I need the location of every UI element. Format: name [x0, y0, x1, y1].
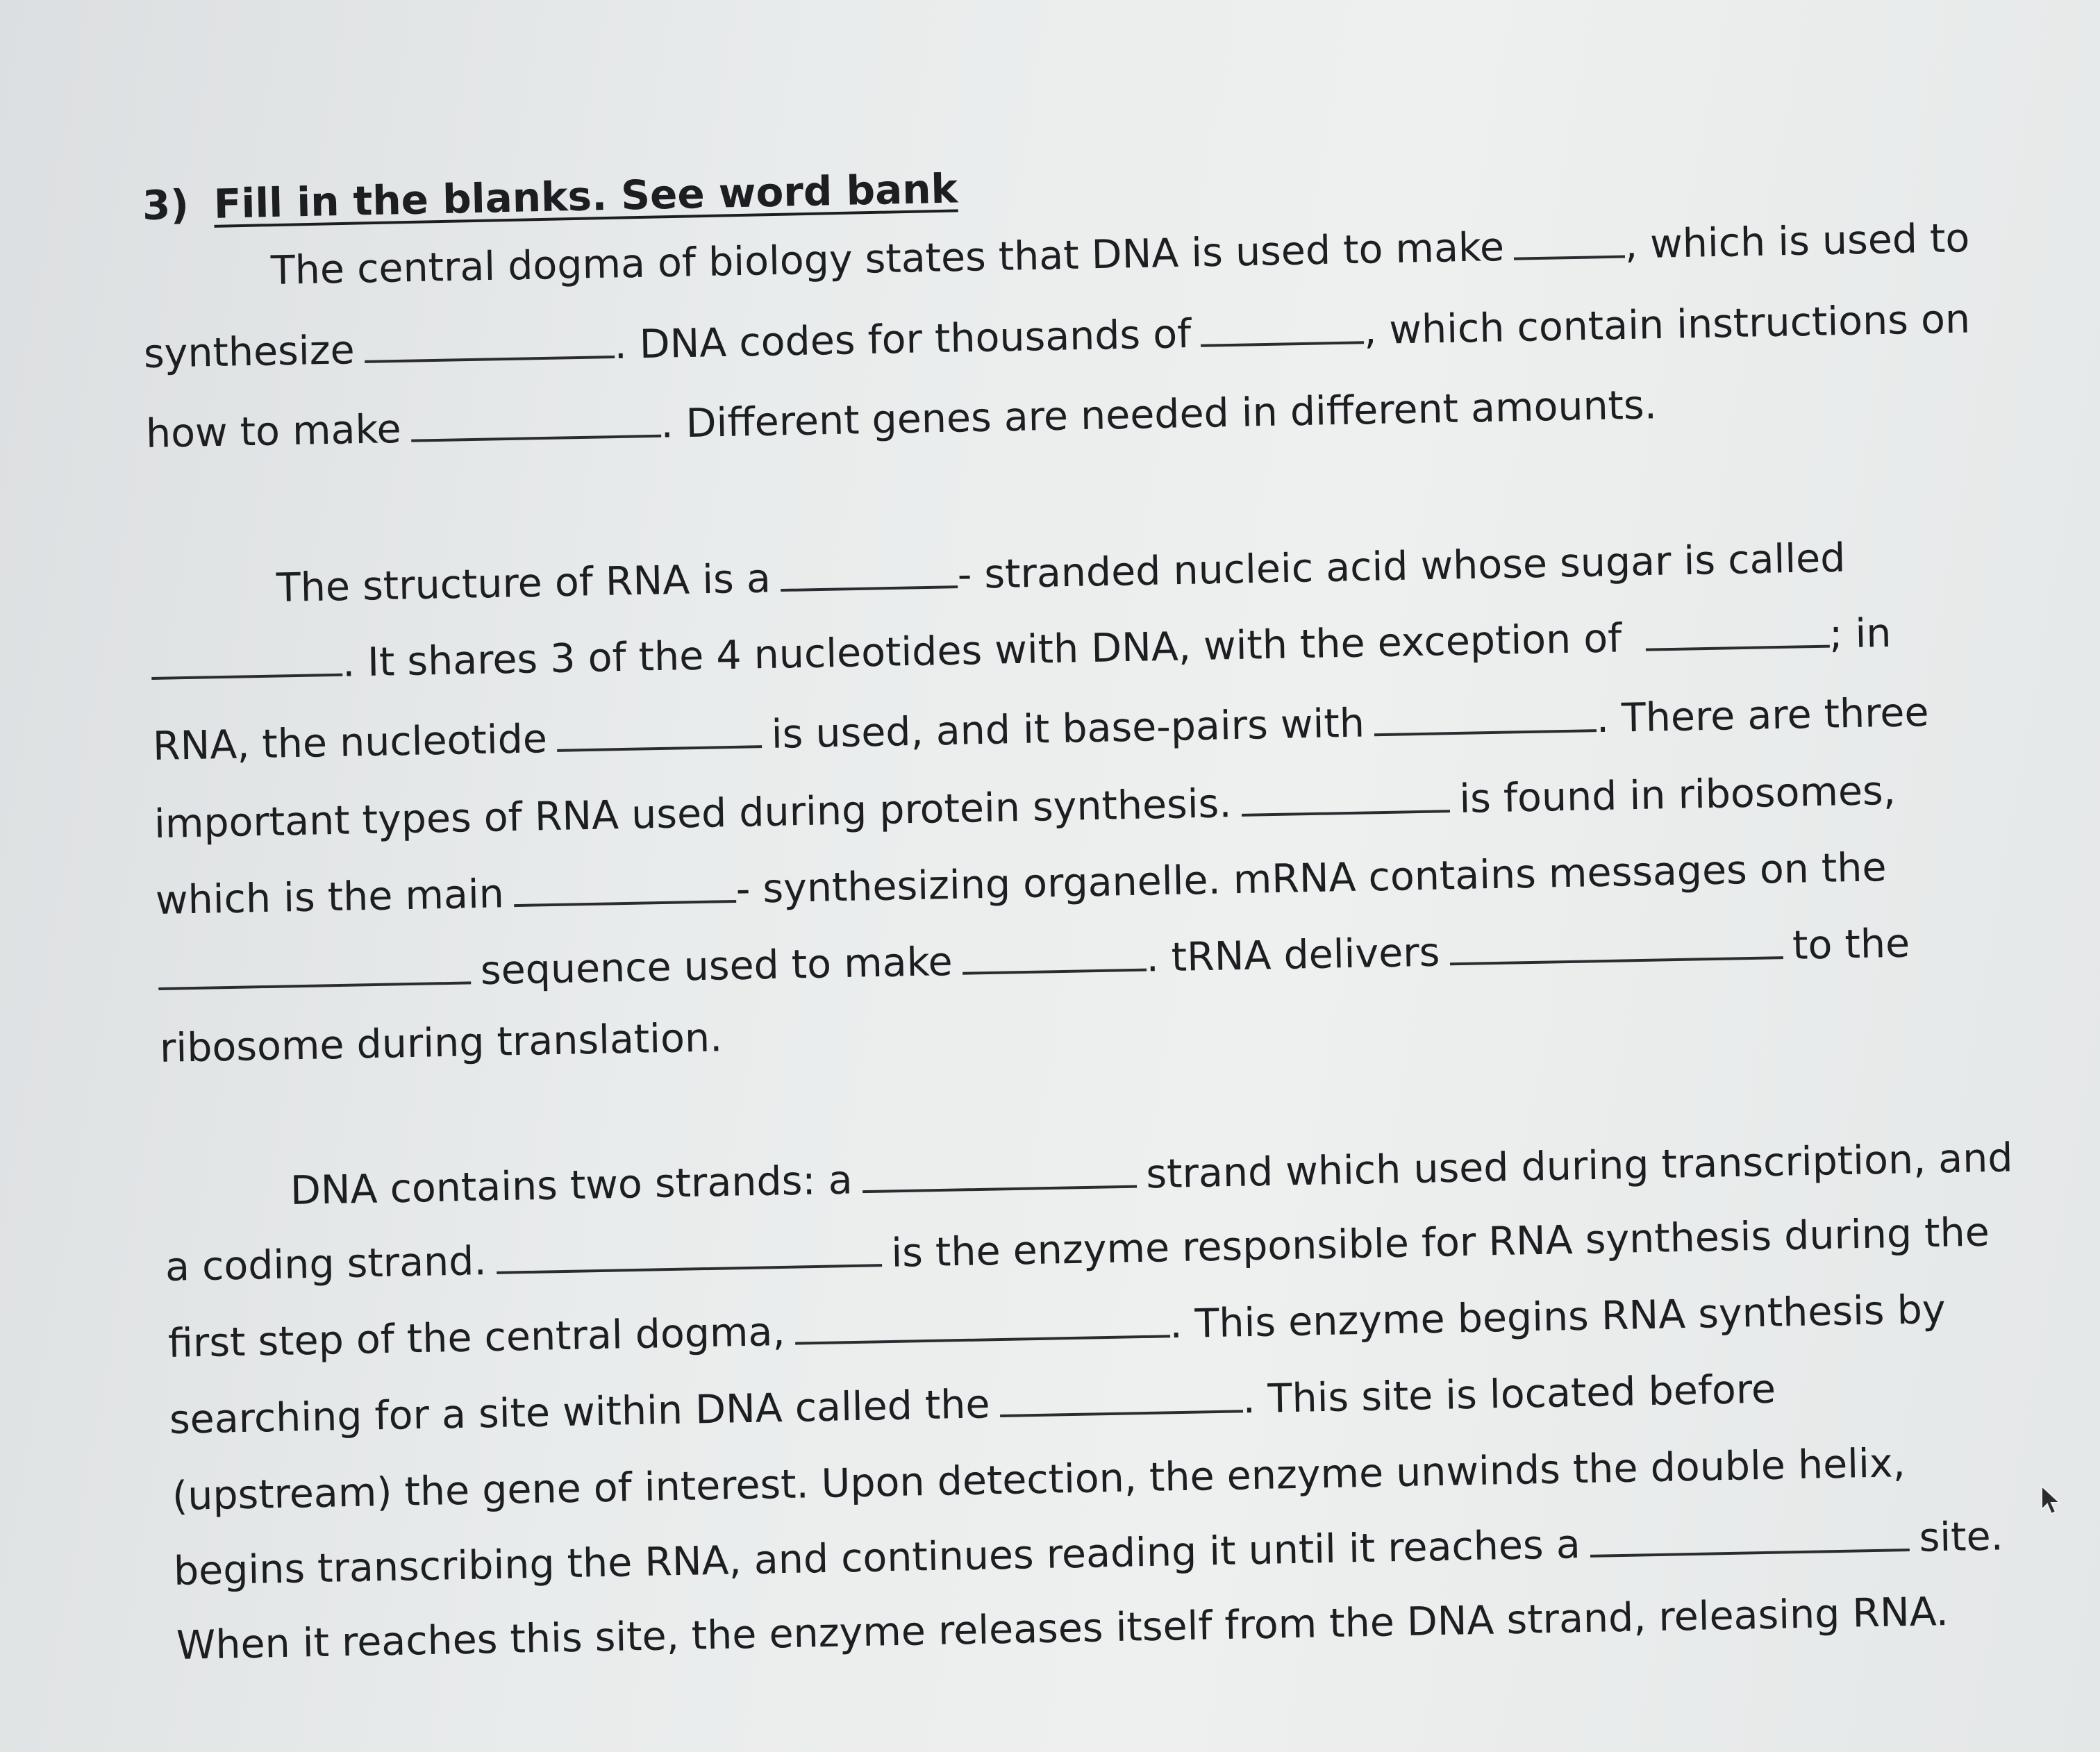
blank: [1374, 724, 1597, 736]
p2-line-7: [159, 1013, 722, 1073]
p3-line-2: [165, 1208, 1990, 1292]
p3-text: site.: [1918, 1513, 2004, 1561]
p1-text: The central dogma of biology states that DNA is used to make: [270, 224, 1505, 294]
p2-line-3: [152, 688, 1929, 771]
mouse-pointer-icon: [2039, 1485, 2064, 1517]
blank: [1645, 640, 1829, 651]
blank: [1242, 804, 1450, 817]
blank: [151, 668, 342, 680]
p3-line-7: [176, 1587, 1949, 1670]
question-number: 3): [142, 181, 190, 229]
blank: [411, 429, 661, 442]
p2-line-6: [158, 919, 1910, 1001]
p2-line-1: [276, 534, 1846, 612]
p1-text: , which is used to: [1624, 215, 1970, 268]
blank: [795, 1329, 1170, 1344]
p2-text: - stranded nucleic acid whose sugar is called: [957, 535, 1846, 599]
p3-text: searching for a site within DNA called the: [169, 1381, 991, 1443]
p2-text: . tRNA delivers: [1145, 929, 1440, 981]
p3-line-4: [169, 1365, 1776, 1444]
p3-text: (upstream) the gene of interest. Upon detection, the enzyme unwinds the double helix,: [172, 1440, 1906, 1519]
p3-text: DNA contains two strands: a: [290, 1157, 853, 1214]
question-title: Fill in the blanks. See word bank: [213, 165, 958, 228]
question-heading: [142, 165, 958, 229]
blank: [557, 740, 762, 752]
blank: [158, 976, 471, 990]
p1-text: . DNA codes for thousands of: [613, 311, 1192, 368]
blank: [1590, 1543, 1910, 1558]
p1-text: . Different genes are needed in different amounts.: [660, 382, 1658, 447]
blank: [862, 1180, 1137, 1194]
p2-text: is used, and it base-pairs with: [771, 700, 1365, 758]
p1-line-2: [143, 295, 1970, 378]
blank: [1514, 250, 1625, 260]
p3-text: . This site is located before: [1242, 1366, 1776, 1423]
p2-text: - synthesizing organelle. mRNA contains messages on the: [735, 844, 1888, 912]
p3-line-6: [173, 1512, 2003, 1596]
p3-text: When it reaches this site, the enzyme releases itself from the DNA strand, releasing RNA.: [176, 1589, 1949, 1669]
p2-text: . There are three: [1596, 689, 1930, 742]
p1-line-1: [270, 214, 1970, 295]
blank: [497, 1258, 882, 1274]
p2-text: ribosome during translation.: [159, 1015, 723, 1071]
blank: [1000, 1404, 1243, 1417]
blank: [1449, 951, 1783, 965]
p3-line-3: [167, 1285, 1946, 1368]
p2-text: which is the main: [155, 871, 505, 924]
p2-text: ; in: [1828, 610, 1892, 658]
p2-text: RNA, the nucleotide: [152, 716, 548, 769]
p1-text: synthesize: [143, 327, 356, 377]
p1-line-3: [145, 381, 1657, 458]
p2-text: sequence used to make: [480, 939, 953, 994]
p2-line-5: [155, 843, 1887, 925]
p3-line-5: [172, 1439, 1906, 1521]
blank: [781, 580, 958, 592]
p2-text: The structure of RNA is a: [276, 556, 772, 611]
blank: [514, 894, 736, 907]
p1-text: how to make: [145, 406, 402, 457]
p3-line-1: [290, 1133, 2013, 1215]
p3-text: strand which used during transcription, and: [1145, 1135, 2014, 1198]
p3-text: begins transcribing the RNA, and continues reading it until it reaches a: [173, 1521, 1581, 1594]
p2-text: is found in ribosomes,: [1458, 767, 1897, 822]
p2-text: to the: [1792, 920, 1910, 969]
p2-text: important types of RNA used during protein synthesis.: [153, 781, 1233, 847]
p3-text: . This enzyme begins RNA synthesis by: [1169, 1286, 1947, 1348]
p2-line-4: [153, 767, 1896, 849]
p1-text: , which contain instructions on: [1363, 296, 1971, 354]
p2-text: . It shares 3 of the 4 nucleotides with DNA, with the exception of: [342, 615, 1622, 686]
p3-text: is the enzyme responsible for RNA synthesis during the: [890, 1209, 1990, 1276]
p2-line-2: [151, 609, 1892, 691]
blank: [962, 963, 1147, 975]
p3-text: first step of the central dogma,: [167, 1308, 786, 1367]
blank: [1201, 335, 1364, 347]
blank: [365, 350, 615, 363]
p3-text: a coding strand.: [165, 1238, 488, 1290]
